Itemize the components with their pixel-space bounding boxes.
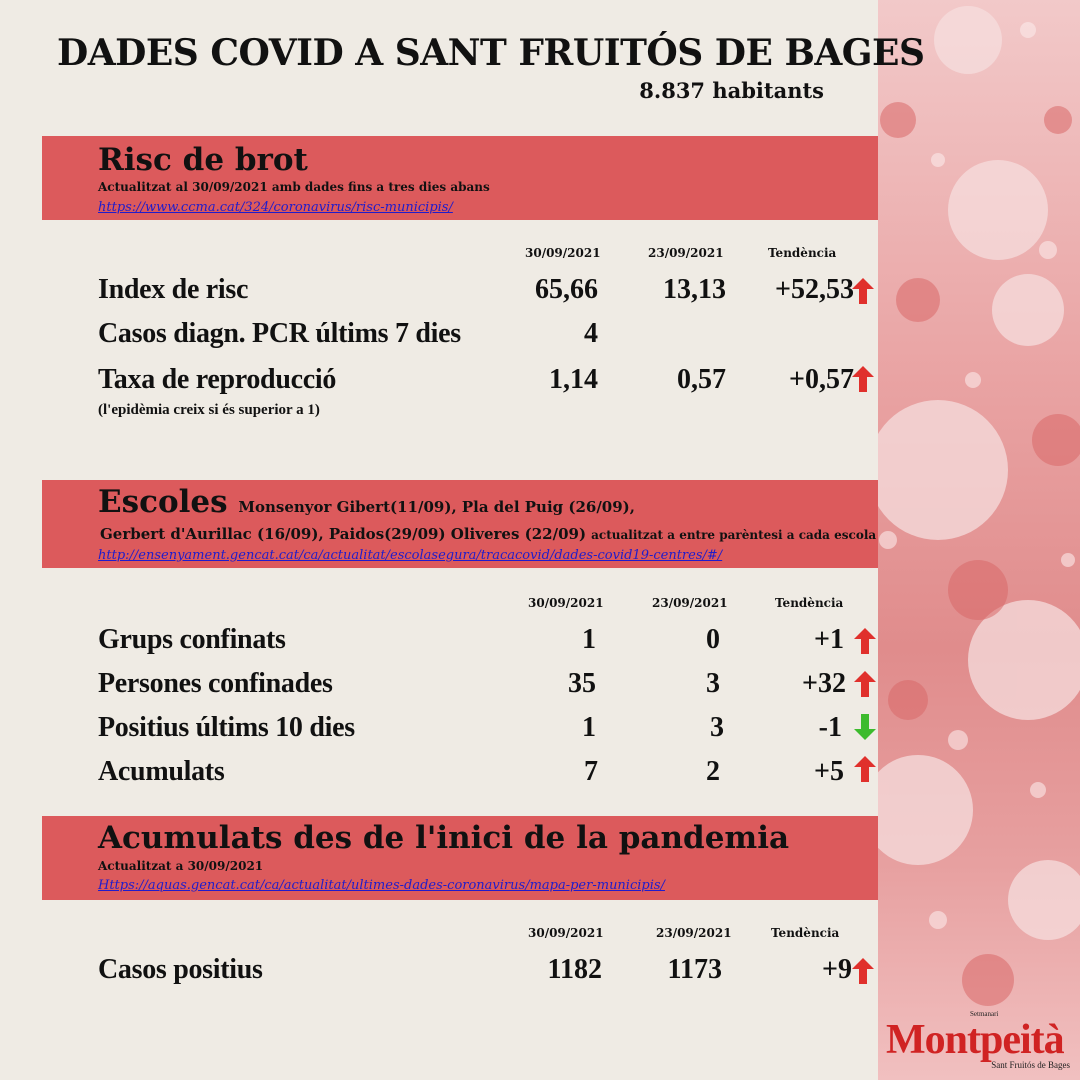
row-trend: +32 <box>802 668 846 699</box>
row-label: Taxa de reproducció <box>98 364 337 395</box>
row-value-previous: 2 <box>706 756 720 787</box>
cumulative-col-date1: 30/09/2021 <box>528 926 604 940</box>
logo-top-text: Setmanari <box>970 1010 999 1018</box>
cumulative-heading: Acumulats des de l'inici de la pandemia <box>98 820 790 856</box>
reproduction-note: (l'epidèmia creix si és superior a 1) <box>98 402 320 418</box>
schools-col-date1: 30/09/2021 <box>528 596 604 610</box>
risk-heading: Risc de brot <box>98 142 308 178</box>
row-value-current: 35 <box>568 668 596 699</box>
row-value-current: 4 <box>584 318 598 349</box>
row-value-current: 65,66 <box>535 274 598 305</box>
row-value-previous: 3 <box>706 668 720 699</box>
row-label: Index de risc <box>98 274 249 305</box>
row-trend: +5 <box>814 756 844 787</box>
row-label: Casos positius <box>98 954 263 985</box>
schools-col-trend: Tendència <box>775 596 844 610</box>
virus-image-panel <box>878 0 1080 1080</box>
risk-col-trend: Tendència <box>768 246 837 260</box>
trend-up-arrow-icon <box>852 366 874 392</box>
schools-heading: Escoles <box>98 484 228 520</box>
row-value-previous: 0,57 <box>677 364 726 395</box>
risk-col-date1: 30/09/2021 <box>525 246 601 260</box>
trend-up-arrow-icon <box>854 671 876 697</box>
virus-illustration <box>878 0 1080 1080</box>
row-value-current: 1 <box>582 624 596 655</box>
row-value-current: 1 <box>582 712 596 743</box>
row-trend: +0,57 <box>789 364 854 395</box>
row-label: Casos diagn. PCR últims 7 dies <box>98 318 461 349</box>
montpeita-logo <box>886 1010 1076 1074</box>
row-value-previous: 0 <box>706 624 720 655</box>
schools-source-link[interactable]: http://ensenyament.gencat.cat/ca/actualitat/escolasegura/tracacovid/dades-covid19-centres/#/ <box>98 548 723 563</box>
row-value-current: 7 <box>584 756 598 787</box>
schools-section-banner <box>42 480 878 568</box>
schools-list-line2: Gerbert d'Aurillac (16/09), Paidos(29/09) Oliveres (22/09) <box>100 525 587 543</box>
risk-col-date2: 23/09/2021 <box>648 246 724 260</box>
row-trend: +52,53 <box>775 274 854 305</box>
risk-updated-note: Actualitzat al 30/09/2021 amb dades fins a tres dies abans <box>98 180 490 194</box>
cumulative-col-trend: Tendència <box>771 926 840 940</box>
row-label: Grups confinats <box>98 624 286 655</box>
schools-update-note: actualitzat a entre parèntesi a cada escola <box>591 528 877 542</box>
cumulative-source-link[interactable]: Https://aquas.gencat.cat/ca/actualitat/ultimes-dades-coronavirus/mapa-per-municipis/ <box>98 878 665 893</box>
row-value-current: 1182 <box>547 954 602 985</box>
cumulative-section-banner <box>42 816 878 900</box>
row-value-current: 1,14 <box>549 364 598 395</box>
logo-bottom-text: Sant Fruitós de Bages <box>991 1060 1070 1070</box>
population-subtitle: 8.837 habitants <box>639 78 824 103</box>
schools-col-date2: 23/09/2021 <box>652 596 728 610</box>
risk-section-banner <box>42 136 878 220</box>
row-value-previous: 1173 <box>667 954 722 985</box>
row-label: Persones confinades <box>98 668 333 699</box>
row-label: Acumulats <box>98 756 225 787</box>
row-value-previous: 13,13 <box>663 274 726 305</box>
row-label: Positius últims 10 dies <box>98 712 355 743</box>
cumulative-col-date2: 23/09/2021 <box>656 926 732 940</box>
schools-line2-wrap <box>100 524 876 543</box>
row-trend: -1 <box>818 712 842 743</box>
schools-heading-row <box>98 484 635 520</box>
row-trend: +9 <box>822 954 852 985</box>
cumulative-updated-note: Actualitzat a 30/09/2021 <box>98 859 264 873</box>
trend-up-arrow-icon <box>854 628 876 654</box>
schools-list-line1: Monsenyor Gibert(11/09), Pla del Puig (26/09), <box>238 498 635 516</box>
page-title: DADES COVID A SANT FRUITÓS DE BAGES <box>57 32 925 74</box>
logo-name: Montpeità <box>886 1017 1064 1063</box>
row-trend: +1 <box>814 624 844 655</box>
trend-down-arrow-icon <box>854 714 876 740</box>
trend-up-arrow-icon <box>854 756 876 782</box>
row-value-previous: 3 <box>710 712 724 743</box>
risk-source-link[interactable]: https://www.ccma.cat/324/coronavirus/risc-municipis/ <box>98 200 453 215</box>
trend-up-arrow-icon <box>852 958 874 984</box>
trend-up-arrow-icon <box>852 278 874 304</box>
